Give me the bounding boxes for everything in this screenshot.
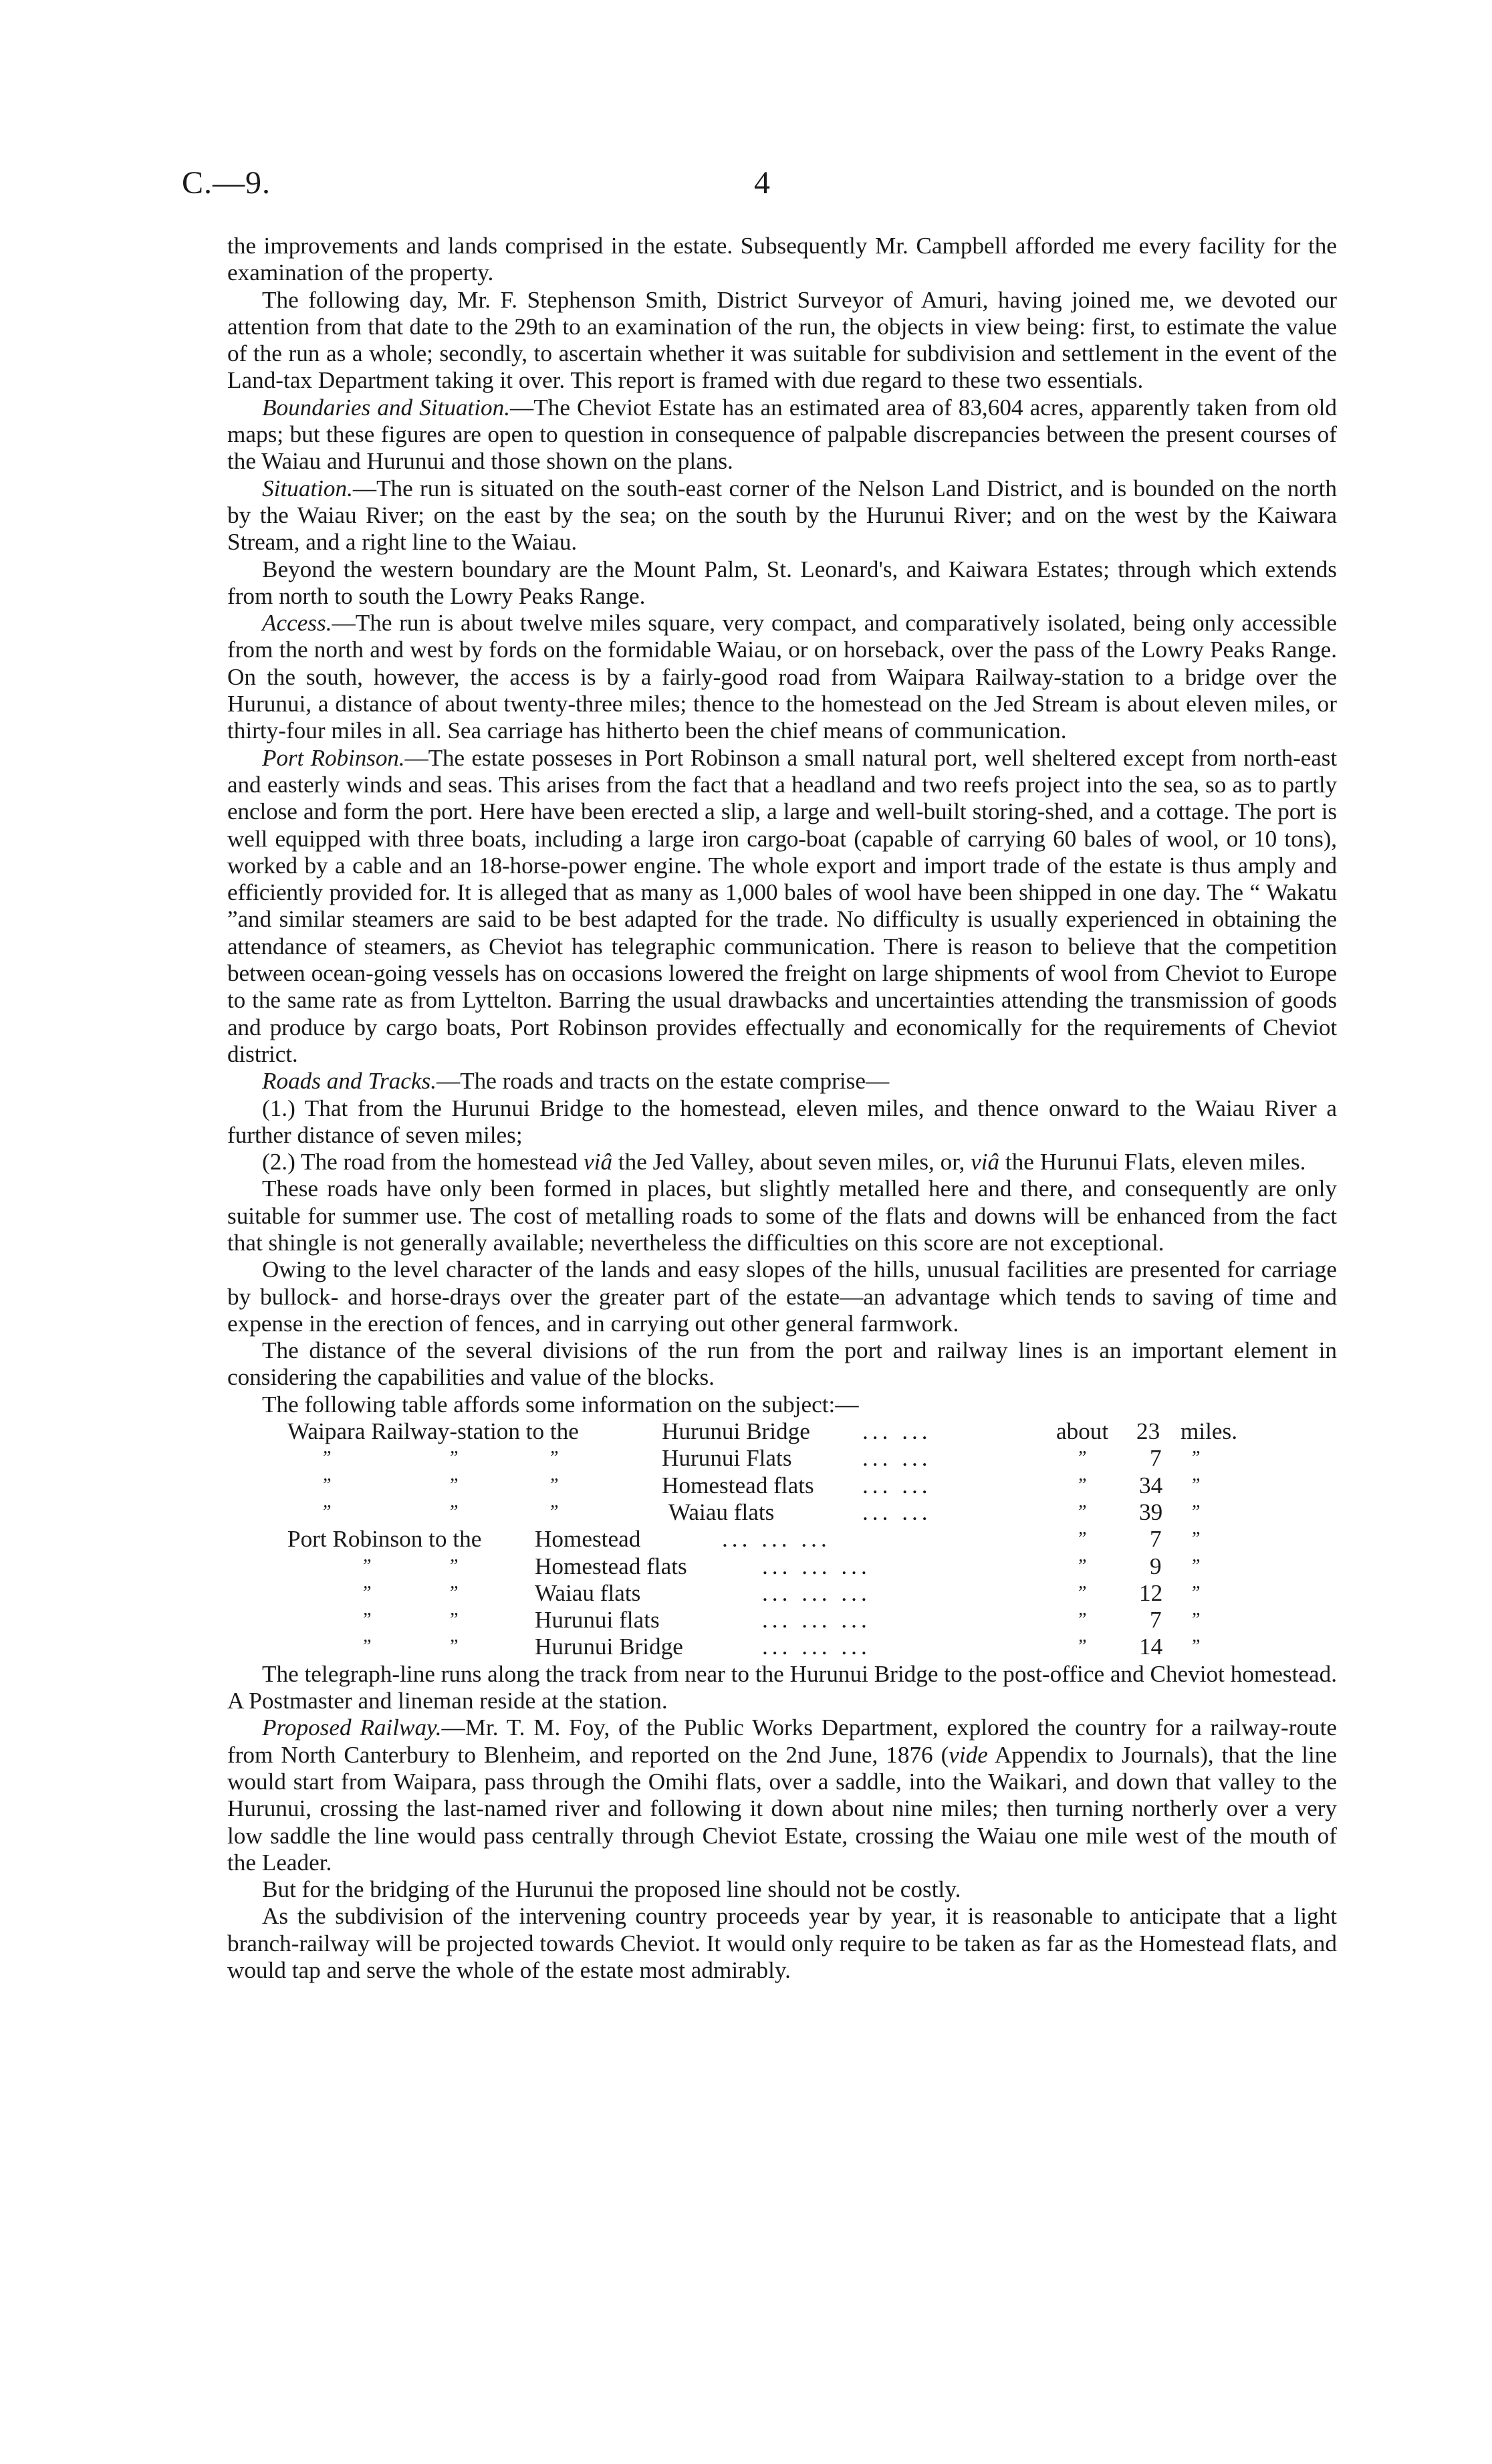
table-row: ” ” Waiau flats ... ... ... ” 12 ”: [361, 1579, 1201, 1606]
table-row: ” ” ” Hurunui Flats ... ... ” 7 ”: [321, 1445, 1201, 1472]
paragraph-situation: Situation.—The run is situated on the south-east corner of the Nelson Land District, and is bounded on the north by the Waiau River; on the east by the sea; on the south by the Hurunui River; and on the west by the Kaiwara Stream, and a right line to the Waiau.: [227, 475, 1337, 556]
paragraph: These roads have only been formed in places, but slightly metalled here and there, and consequently are only suitable for summer use. The cost of metalling roads to some of the flats and downs will be enhanced from the fact that shingle is not generally available; nevertheless the difficulties on this score are not exceptional.: [227, 1175, 1337, 1256]
table-row: ” ” Hurunui Bridge ... ... ... ” 14 ”: [361, 1634, 1201, 1660]
paragraph-heading: Boundaries and Situation.: [262, 394, 511, 421]
table-row: Waipara Railway-station to the Hurunui Bridge ... ... about 23 miles.: [287, 1418, 1238, 1445]
page-number: 4: [754, 165, 770, 201]
table-row: Port Robinson to the Homestead ... ... ... ” 7 ”: [287, 1526, 1201, 1553]
paragraph-roads: Roads and Tracks.—The roads and tracts on the estate comprise—: [262, 1068, 890, 1095]
table-row: ” ” Hurunui flats ... ... ... ” 7 ”: [361, 1607, 1201, 1634]
paragraph: (1.) That from the Hurunui Bridge to the homestead, eleven miles, and thence onward to the Waiau River a further distance of seven miles;: [227, 1095, 1337, 1148]
paragraph: Beyond the western boundary are the Mount Palm, St. Leonard's, and Kaiwara Estates; through which extends from north to south the Lowry Peaks Range.: [227, 556, 1337, 609]
paragraph-heading: Access.: [262, 610, 332, 637]
page-header: [182, 164, 1352, 211]
table-row: ” ” Homestead flats ... ... ... ” 9 ”: [361, 1553, 1201, 1579]
paragraph-port-robinson: Port Robinson.—The estate posseses in Port Robinson a small natural port, well sheltered except from north-east and easterly winds and seas. This arises from the fact that a headland and two reefs project into the sea, so as to partly enclose and form the port. Here have been erected a slip, a large and well-built storing-shed, and a cottage. The port is well equipped with three boats, including a large iron cargo-boat (capable of carrying 60 bales of wool, or 10 tons), worked by a cable and an 18-horse-power engine. The whole export and import trade of the estate is thus amply and efficiently provided for. It is alleged that as many as 1,000 bales of wool have been shipped in one day. The “ Wakatu ”and similar steamers are said to be best adapted for the trade. No difficulty is usually experienced in obtaining the attendance of steamers, as Cheviot has telegraphic communication. There is reason to believe that the competition between ocean-going vessels has on occasions lowered the freight on large shipments of wool from Cheviot to Europe to the same rate as from Lyttelton. Barring the usual drawbacks and uncertainties attending the transmission of goods and produce by cargo boats, Port Robinson provides effectually and economically for the requirements of Cheviot district.: [227, 744, 1337, 1067]
paragraph: (2.) The road from the homestead viâ the Jed Valley, about seven miles, or, viâ the Hurunui Flats, eleven miles.: [262, 1149, 1306, 1175]
table-row: ” ” ” Homestead flats ... ... ” 34 ”: [321, 1472, 1201, 1498]
paragraph: The distance of the several divisions of the run from the port and railway lines is an important element in considering the capabilities and value of the blocks.: [227, 1337, 1337, 1391]
paragraph-heading: Roads and Tracks.: [262, 1068, 437, 1095]
table-row: ” ” ” Waiau flats ... ... ” 39 ”: [321, 1498, 1201, 1525]
body-text: [227, 233, 1337, 1984]
paragraph-heading: Port Robinson.: [262, 744, 405, 771]
paragraph-heading: Situation.: [262, 475, 353, 501]
distance-table: [227, 1418, 1337, 1661]
paragraph: the improvements and lands comprised in the estate. Subsequently Mr. Campbell afforded me every facility for the examination of the property.: [227, 233, 1337, 286]
paragraph: The telegraph-line runs along the track from near to the Hurunui Bridge to the post-office and Cheviot homestead. A Postmaster and lineman reside at the station.: [227, 1660, 1337, 1714]
paragraph: But for the bridging of the Hurunui the proposed line should not be costly.: [262, 1876, 961, 1903]
paragraph-boundaries: Boundaries and Situation.—The Cheviot Estate has an estimated area of 83,604 acres, apparently taken from old maps; but these figures are open to question in consequence of palpable discrepancies between the present courses of the Waiau and Hurunui and those shown on the plans.: [227, 394, 1337, 475]
paragraph-heading: Proposed Railway.: [262, 1714, 442, 1741]
document-code: C.—9.: [182, 165, 271, 201]
paragraph: The following day, Mr. F. Stephenson Smith, District Surveyor of Amuri, having joined me, we devoted our attention from that date to the 29th to an examination of the run, the objects in view being: first, to estimate the value of the run as a whole; secondly, to ascertain whether it was suitable for subdivision and settlement in the event of the Land-tax Department taking it over. This report is framed with due regard to these two essentials.: [227, 286, 1337, 394]
paragraph-access: Access.—The run is about twelve miles square, very compact, and comparatively isolated, being only accessible from the north and west by fords on the formidable Waiau, or on horseback, over the pass of the Lowry Peaks Range. On the south, however, the access is by a fairly-good road from Waipara Railway-station to a bridge over the Hurunui, a distance of about twenty-three miles; thence to the homestead on the Jed Stream is about eleven miles, or thirty-four miles in all. Sea carriage has hitherto been the chief means of communication.: [227, 610, 1337, 744]
paragraph-proposed-railway: Proposed Railway.—Mr. T. M. Foy, of the Public Works Department, explored the country for a railway-route from North Canterbury to Blenheim, and reported on the 2nd June, 1876 (vide Appendix to Journals), that the line would start from Waipara, pass through the Omihi flats, over a saddle, into the Waikari, and down that valley to the Hurunui, crossing the last-named river and following it down about nine miles; then turning northerly over a very low saddle the line would pass centrally through Cheviot Estate, crossing the Waiau one mile west of the mouth of the Leader.: [227, 1714, 1338, 1876]
paragraph: As the subdivision of the intervening country proceeds year by year, it is reasonable to anticipate that a light branch-railway will be projected towards Cheviot. It would only require to be taken as far as the Homestead flats, and would tap and serve the whole of the estate most admirably.: [227, 1903, 1337, 1983]
paragraph: Owing to the level character of the lands and easy slopes of the hills, unusual facilities are presented for carriage by bullock- and horse-drays over the greater part of the estate—an advantage which tends to saving of time and expense in the erection of fences, and in carrying out other general farmwork.: [227, 1256, 1337, 1337]
paragraph: The following table affords some information on the subject:—: [262, 1391, 859, 1418]
